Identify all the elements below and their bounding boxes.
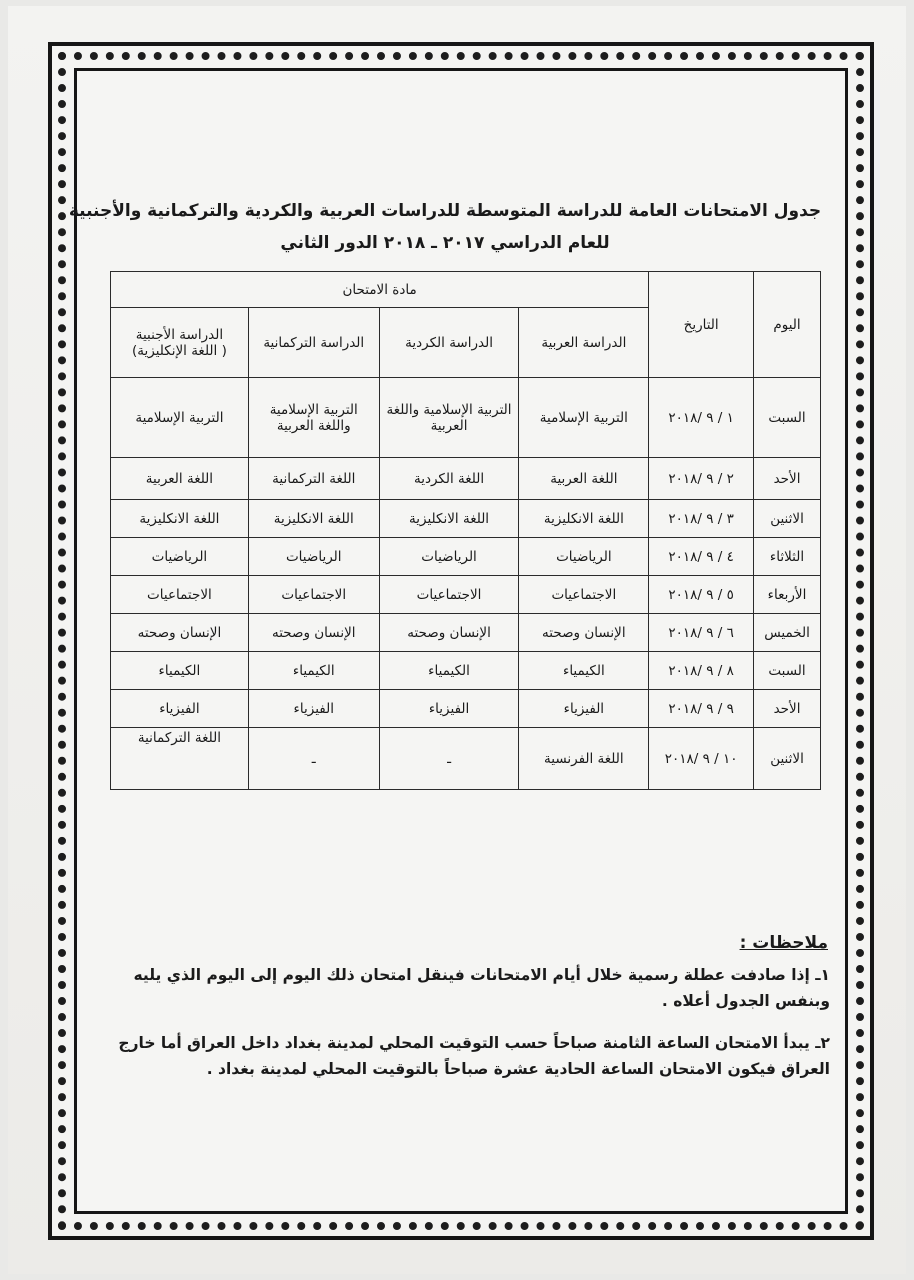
cell-turkmen: الاجتماعيات <box>248 576 379 614</box>
cell-foreign: الكيمياء <box>111 652 249 690</box>
cell-kurdish: الفيزياء <box>379 690 519 728</box>
cell-arabic: التربية الإسلامية <box>519 378 649 458</box>
cell-day: الاثنين <box>754 728 821 790</box>
cell-arabic: الاجتماعيات <box>519 576 649 614</box>
cell-date: ٦ / ٩ /٢٠١٨ <box>649 614 754 652</box>
cell-arabic: اللغة العربية <box>519 458 649 500</box>
exam-schedule-table <box>110 271 821 790</box>
cell-arabic: الإنسان وصحته <box>519 614 649 652</box>
cell-date: ٥ / ٩ /٢٠١٨ <box>649 576 754 614</box>
cell-date: ١ / ٩ /٢٠١٨ <box>649 378 754 458</box>
cell-turkmen: اللغة التركمانية <box>248 458 379 500</box>
title-line-1: جدول الامتحانات العامة للدراسة المتوسطة للدراسات العربية والكردية والتركمانية والأجنبية <box>68 201 822 221</box>
cell-foreign: الاجتماعيات <box>111 576 249 614</box>
cell-day: الأربعاء <box>754 576 821 614</box>
header-subject-group: مادة الامتحان <box>111 272 649 308</box>
cell-day: السبت <box>754 378 821 458</box>
cell-day: الأحد <box>754 690 821 728</box>
cell-foreign: الرياضيات <box>111 538 249 576</box>
cell-date: ٣ / ٩ /٢٠١٨ <box>649 500 754 538</box>
header-foreign <box>111 308 249 378</box>
header-kurdish: الدراسة الكردية <box>379 308 519 378</box>
cell-day: السبت <box>754 652 821 690</box>
cell-arabic: اللغة الانكليزية <box>519 500 649 538</box>
header-date: التاريخ <box>649 272 754 378</box>
notes-heading: ملاحظات : <box>739 933 828 953</box>
cell-turkmen: اللغة الانكليزية <box>248 500 379 538</box>
cell-date: ١٠ / ٩ /٢٠١٨ <box>649 728 754 790</box>
document-title <box>60 195 830 259</box>
cell-kurdish: الكيمياء <box>379 652 519 690</box>
table-row <box>111 728 821 790</box>
header-day: اليوم <box>754 272 821 378</box>
table-row <box>111 652 821 690</box>
cell-kurdish: التربية الإسلامية واللغة العربية <box>379 378 519 458</box>
table-row <box>111 378 821 458</box>
note-item-1: ١ـ إذا صادفت عطلة رسمية خلال أيام الامتحانات فينقل امتحان ذلك اليوم إلى اليوم الذي يليه وبنفس الجدول أعلاه . <box>133 966 830 1010</box>
table-row <box>111 614 821 652</box>
note-item-2: ٢ـ يبدأ الامتحان الساعة الثامنة صباحاً حسب التوقيت المحلي لمدينة بغداد داخل العراق أما خارج العراق فيكون الامتحان الساعة الحادية عشرة صباحاً بالتوقيت المحلي لمدينة بغداد . <box>118 1034 830 1078</box>
table-row <box>111 576 821 614</box>
cell-arabic: الكيمياء <box>519 652 649 690</box>
cell-kurdish: الإنسان وصحته <box>379 614 519 652</box>
cell-arabic: اللغة الفرنسية <box>519 728 649 790</box>
cell-kurdish: اللغة الانكليزية <box>379 500 519 538</box>
header-turkmen: الدراسة التركمانية <box>248 308 379 378</box>
table-row <box>111 538 821 576</box>
cell-kurdish: ـ <box>379 728 519 790</box>
cell-day: الخميس <box>754 614 821 652</box>
cell-kurdish: اللغة الكردية <box>379 458 519 500</box>
cell-turkmen: الرياضيات <box>248 538 379 576</box>
cell-foreign: اللغة الانكليزية <box>111 500 249 538</box>
cell-arabic: الفيزياء <box>519 690 649 728</box>
cell-foreign: اللغة العربية <box>111 458 249 500</box>
header-foreign-note: ( اللغة الإنكليزية) <box>131 342 227 359</box>
table-row <box>111 500 821 538</box>
title-line-2: للعام الدراسي ٢٠١٧ ـ ٢٠١٨ الدور الثاني <box>280 233 610 253</box>
table-row <box>111 458 821 500</box>
cell-turkmen: الكيمياء <box>248 652 379 690</box>
cell-turkmen: الإنسان وصحته <box>248 614 379 652</box>
cell-day: الثلاثاء <box>754 538 821 576</box>
cell-day: الاثنين <box>754 500 821 538</box>
cell-kurdish: الاجتماعيات <box>379 576 519 614</box>
cell-day: الأحد <box>754 458 821 500</box>
cell-date: ٢ / ٩ /٢٠١٨ <box>649 458 754 500</box>
cell-turkmen: الفيزياء <box>248 690 379 728</box>
cell-arabic: الرياضيات <box>519 538 649 576</box>
cell-date: ٩ / ٩ /٢٠١٨ <box>649 690 754 728</box>
table-row <box>111 690 821 728</box>
cell-foreign: اللغة التركمانية <box>111 728 249 790</box>
cell-foreign: التربية الإسلامية <box>111 378 249 458</box>
cell-turkmen: التربية الإسلامية واللغة العربية <box>248 378 379 458</box>
cell-kurdish: الرياضيات <box>379 538 519 576</box>
header-arabic: الدراسة العربية <box>519 308 649 378</box>
notes-section <box>90 930 830 1098</box>
cell-foreign: الفيزياء <box>111 690 249 728</box>
cell-foreign: الإنسان وصحته <box>111 614 249 652</box>
header-foreign-label: الدراسة الأجنبية <box>135 326 224 343</box>
cell-date: ٤ / ٩ /٢٠١٨ <box>649 538 754 576</box>
cell-turkmen: ـ <box>248 728 379 790</box>
cell-date: ٨ / ٩ /٢٠١٨ <box>649 652 754 690</box>
